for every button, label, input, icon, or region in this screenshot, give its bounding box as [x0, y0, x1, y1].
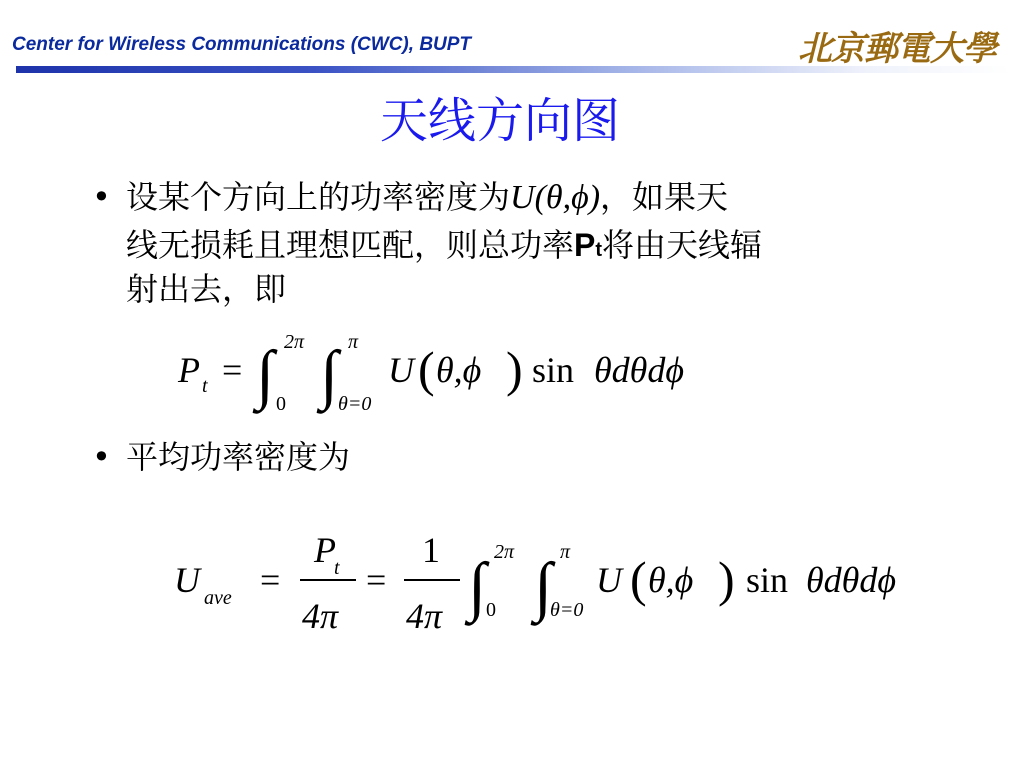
eq2-sin: sin — [746, 560, 789, 600]
eq2-lhs: U — [174, 560, 200, 600]
eq2-frac1-num: P — [314, 530, 336, 570]
bullet-1-math-u: U(θ,ϕ) — [510, 179, 601, 216]
eq1-int2-lower: θ=0 — [338, 393, 372, 415]
eq2-rparen-icon: ) — [718, 551, 735, 607]
eq1-rparen-icon: ) — [506, 341, 523, 397]
eq2-frac1-num-sub: t — [334, 557, 340, 579]
university-logo: 北京郵電大學 — [798, 29, 996, 69]
bullet-1-pt-subscript: t — [595, 239, 603, 261]
eq2-lhs-sub: ave — [204, 587, 232, 609]
eq2-int1-upper: 2π — [494, 541, 515, 563]
equation-total-power — [170, 318, 740, 418]
eq2-frac1-den: 4π — [302, 596, 339, 636]
eq1-sin: sin — [532, 350, 575, 390]
eq1-lhs-sub: t — [202, 375, 208, 397]
eq2-integral-2-icon: ∫ — [534, 550, 553, 623]
eq2-frac2-den: 4π — [406, 596, 443, 636]
eq1-integral-1-icon: ∫ — [256, 338, 275, 411]
eq1-int1-upper: 2π — [284, 331, 305, 353]
eq2-integrand: U — [596, 560, 622, 600]
eq1-tail: θdθdϕ — [594, 350, 684, 390]
bullet-1-line-1 — [126, 174, 728, 221]
bullet-1-text-b: ，如果天 — [600, 178, 729, 216]
eq1-equals: = — [222, 350, 243, 390]
eq1-lparen-icon: ( — [418, 341, 435, 397]
eq1-integral-2-icon: ∫ — [320, 338, 339, 411]
eq1-int1-lower: 0 — [276, 393, 286, 415]
bullet-1-line-3 — [126, 266, 286, 312]
equation-average-power — [172, 526, 942, 642]
eq2-equals-1: = — [260, 560, 281, 600]
eq1-args: θ,ϕ — [436, 350, 482, 390]
eq2-tail: θdθdϕ — [806, 560, 896, 600]
eq2-equals-2: = — [366, 560, 387, 600]
bullet-1-text-a: 设某个方向上的功率密度为 — [126, 178, 511, 216]
eq2-lparen-icon: ( — [630, 551, 647, 607]
bullet-dot-icon: • — [92, 178, 111, 216]
eq2-int2-lower: θ=0 — [550, 599, 584, 621]
bullet-1-text-e: 射出去，即 — [126, 270, 287, 308]
bullet-2-line-1 — [126, 434, 350, 480]
bullet-2-text: 平均功率密度为 — [126, 438, 351, 476]
eq1-lhs: P — [178, 350, 200, 390]
bullet-1-text-c: 线无损耗且理想匹配，则总功率 — [126, 226, 575, 264]
bullet-1-text-d: 将由天线辐 — [602, 226, 763, 264]
slide-title: 天线方向图 — [379, 93, 620, 149]
bullet-dot-icon: • — [92, 438, 111, 476]
eq2-args: θ,ϕ — [648, 560, 694, 600]
eq2-int2-upper: π — [560, 541, 571, 563]
eq1-integrand: U — [388, 350, 414, 390]
bullet-1-pt-symbol: P — [574, 227, 596, 263]
eq1-int2-upper: π — [348, 331, 359, 353]
eq2-int1-lower: 0 — [486, 599, 496, 621]
header-org-name: Center for Wireless Communications (CWC), BUPT — [12, 34, 472, 55]
eq2-frac2-num: 1 — [422, 530, 440, 570]
eq2-integral-1-icon: ∫ — [468, 550, 487, 623]
